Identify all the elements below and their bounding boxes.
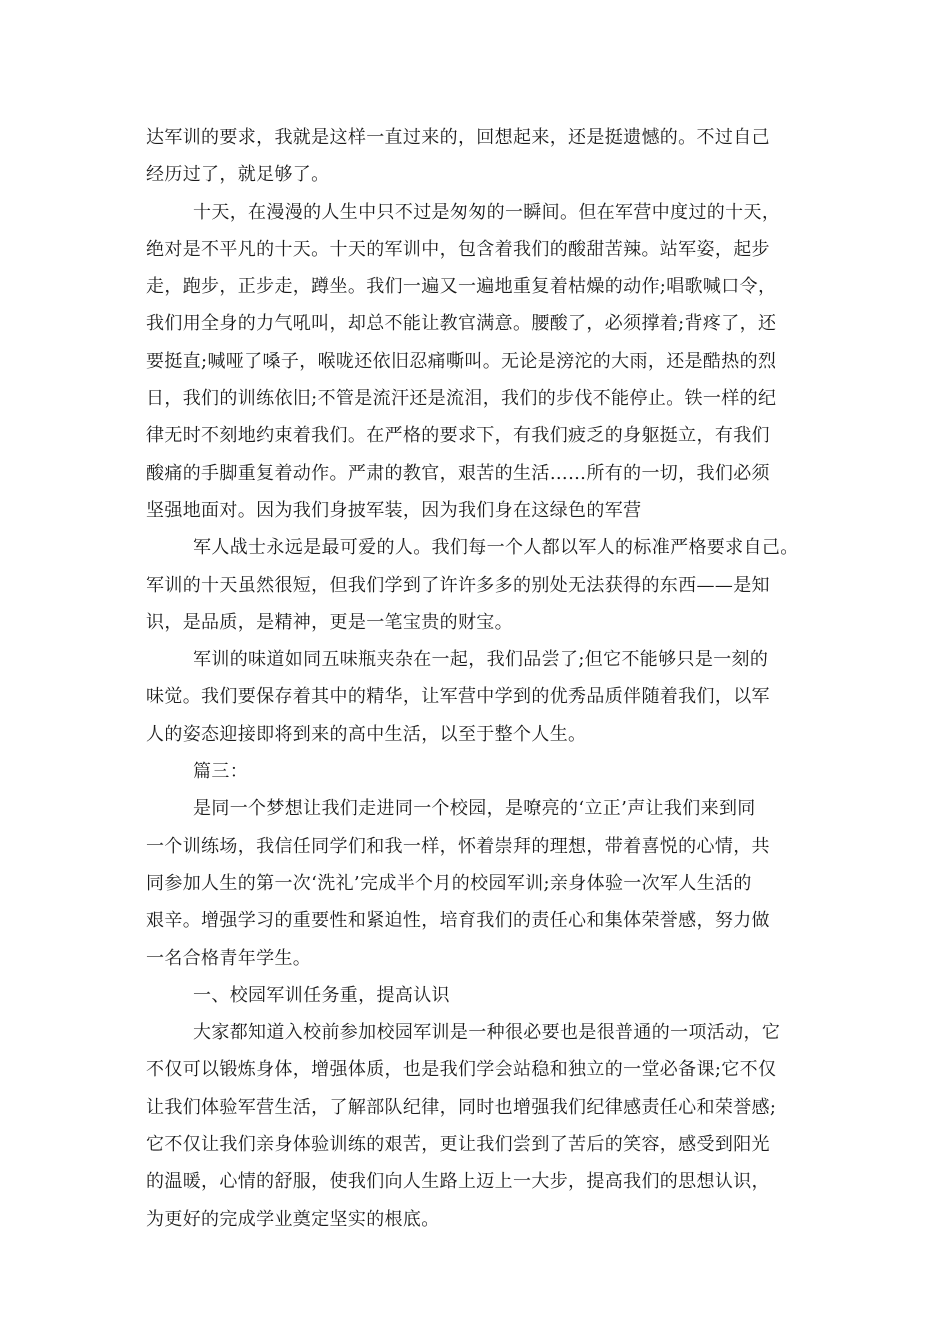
text-line: 一名合格青年学生。 [146, 947, 312, 969]
text-line: 为更好的完成学业奠定坚实的根底。 [146, 1208, 440, 1230]
text-line: 同参加人生的第一次‘洗礼’完成半个月的校园军训;亲身体验一次军人生活的 [146, 872, 752, 894]
text-line: 十天，在漫漫的人生中只不过是匆匆的一瞬间。但在军营中度过的十天， [193, 201, 781, 223]
text-line: 日，我们的训练依旧;不管是流汗还是流泪，我们的步伐不能停止。铁一样的纪 [146, 388, 777, 410]
text-line: 走，跑步，正步走，蹲坐。我们一遍又一遍地重复着枯燥的动作;唱歌喊口令， [146, 276, 777, 298]
text-line: 让我们体验军营生活，了解部队纪律，同时也增强我们纪律感责任心和荣誉感; [146, 1096, 777, 1118]
text-line: 大家都知道入校前参加校园军训是一种很必要也是很普通的一项活动，它 [193, 1022, 781, 1044]
text-line: 律无时不刻地约束着我们。在严格的要求下，有我们疲乏的身躯挺立，有我们 [146, 425, 770, 447]
text-line: 达军训的要求，我就是这样一直过来的，回想起来，还是挺遗憾的。不过自己 [146, 127, 770, 148]
text-line: 不仅可以锻炼身体，增强体质，也是我们学会站稳和独立的一堂必备课;它不仅 [146, 1059, 777, 1081]
text-line: 绝对是不平凡的十天。十天的军训中，包含着我们的酸甜苦辣。站军姿，起步 [146, 238, 770, 260]
text-line: 是同一个梦想让我们走进同一个校园，是嘹亮的‘立正’声让我们来到同 [193, 798, 756, 820]
text-line: 军训的十天虽然很短，但我们学到了许许多多的别处无法获得的东西——是知 [146, 574, 770, 596]
section-heading: 篇三： [193, 761, 249, 783]
text-line: 它不仅让我们亲身体验训练的艰苦，更让我们尝到了苦后的笑容，感受到阳光 [146, 1134, 770, 1156]
text-line: 味觉。我们要保存着其中的精华，让军营中学到的优秀品质伴随着我们，以军 [146, 686, 770, 708]
text-line: 人的姿态迎接即将到来的高中生活，以至于整个人生。 [146, 723, 587, 745]
subsection-heading: 一、校园军训任务重，提高认识 [193, 984, 450, 1006]
document-body [146, 119, 810, 1238]
text-line: 军人战士永远是最可爱的人。我们每一个人都以军人的标准严格要求自己。 [193, 537, 799, 559]
text-line: 我们用全身的力气吼叫，却总不能让教官满意。腰酸了，必须撑着;背疼了，还 [146, 313, 777, 335]
text-line: 要挺直;喊哑了嗓子，喉咙还依旧忍痛嘶叫。无论是滂沱的大雨，还是酷热的烈 [146, 350, 777, 372]
text-line: 坚强地面对。因为我们身披军装，因为我们身在这绿色的军营 [146, 499, 642, 521]
text-line: 酸痛的手脚重复着动作。严肃的教官，艰苦的生活……所有的一切，我们必须 [146, 462, 770, 484]
text-line: 经历过了，就足够了。 [146, 164, 330, 186]
text-line: 艰辛。增强学习的重要性和紧迫性，培育我们的责任心和集体荣誉感，努力做 [146, 910, 770, 932]
text-line: 军训的味道如同五味瓶夹杂在一起，我们品尝了;但它不能够只是一刻的 [193, 649, 769, 671]
text-line: 识，是品质，是精神，更是一笔宝贵的财宝。 [146, 611, 513, 633]
text-line: 一个训练场，我信任同学们和我一样，怀着崇拜的理想，带着喜悦的心情，共 [146, 835, 770, 857]
text-line: 的温暖，心情的舒服，使我们向人生路上迈上一大步，提高我们的思想认识， [146, 1171, 770, 1193]
